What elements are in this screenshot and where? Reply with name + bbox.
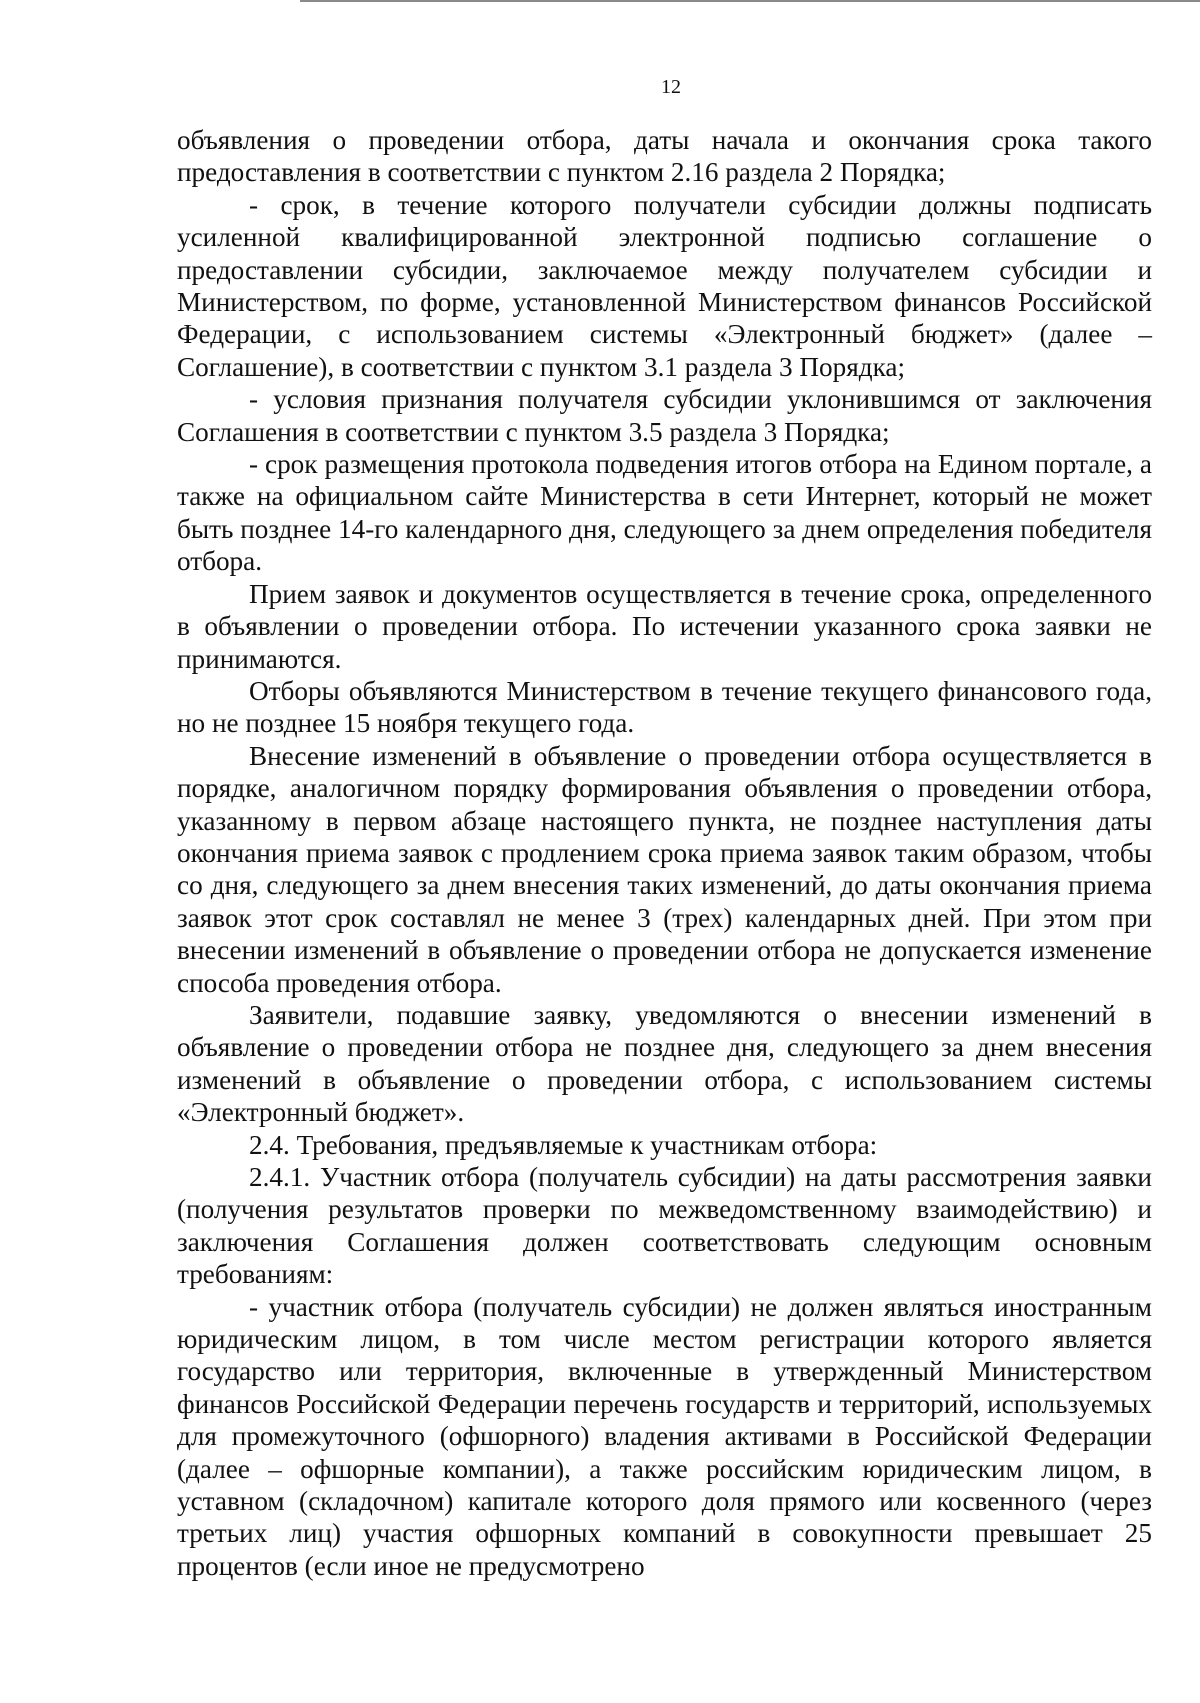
paragraph-application-intake: Прием заявок и документов осуществляется в течение срока, определенного в объявлении о проведении отбора. По истечении указанного срока заявки не принимаются. — [177, 578, 1152, 674]
paragraph-signing-deadline: - срок, в течение которого получатели субсидии должны подписать усиленной квалифицированной электронной подписью соглашение о предоставлении субсидии, заключаемое между получателем субсидии и Министерством, по форме, установленной Министерством финансов Российской Федерации, с использованием системы «Электронный бюджет» (далее – Соглашение), в соответствии с пунктом 3.1 раздела 3 Порядка; — [177, 189, 1152, 382]
document-body — [177, 124, 1152, 1582]
paragraph-applicant-notification: Заявители, подавшие заявку, уведомляются о внесении изменений в объявление о проведении отбора не позднее дня, следующего за днем внесения изменений в объявление о проведении отбора, с использованием системы «Электронный бюджет». — [177, 999, 1152, 1128]
paragraph-2-4-1: 2.4.1. Участник отбора (получатель субсидии) на даты рассмотрения заявки (получения результатов проверки по межведомственному взаимодействию) и заключения Соглашения должен соответствовать следующим основным требованиям: — [177, 1162, 1152, 1290]
top-border-line — [300, 0, 1200, 2]
paragraph-selection-announcement: Отборы объявляются Министерством в течение текущего финансового года, но не позднее 15 ноября текущего года. — [177, 675, 1152, 739]
paragraph-protocol-deadline: - срок размещения протокола подведения итогов отбора на Едином портале, а также на официальном сайте Министерства в сети Интернет, который не может быть позднее 14-го календарного дня, следующего за днем определения победителя отбора. — [177, 449, 1152, 577]
paragraph-offshore-requirement: - участник отбора (получатель субсидии) не должен являться иностранным юридическим лицом, в том числе местом регистрации которого является государство или территория, включенные в утвержденный Министерством финансов Российской Федерации перечень государств и территорий, используемых для промежуточного (офшорного) владения активами в Российской Федерации (далее – офшорные компании), а также российским юридическим лицом, в уставном (складочном) капитале которого доля прямого или косвенного (через третьих лиц) участия офшорных компаний в совокупности превышает 25 процентов (если иное не предусмотрено — [177, 1291, 1152, 1581]
paragraph-announcement-changes: Внесение изменений в объявление о проведении отбора осуществляется в порядке, аналогичном порядку формирования объявления о проведении отбора, указанному в первом абзаце настоящего пункта, не позднее наступления даты окончания приема заявок с продлением срока приема заявок таким образом, чтобы со дня, следующего за днем внесения таких изменений, до даты окончания приема заявок этот срок составлял не менее 3 (трех) календарных дней. При этом при внесении изменений в объявление о проведении отбора не допускается изменение способа проведения отбора. — [177, 740, 1152, 998]
paragraph-continuation: объявления о проведении отбора, даты начала и окончания срока такого предоставления в соответствии с пунктом 2.16 раздела 2 Порядка; — [177, 125, 1152, 188]
page-number: 12 — [661, 76, 681, 98]
paragraph-evasion-conditions: - условия признания получателя субсидии уклонившимся от заключения Соглашения в соответствии с пунктом 3.5 раздела 3 Порядка; — [177, 384, 1152, 447]
section-heading-2-4: 2.4. Требования, предъявляемые к участникам отбора: — [249, 1129, 878, 1160]
